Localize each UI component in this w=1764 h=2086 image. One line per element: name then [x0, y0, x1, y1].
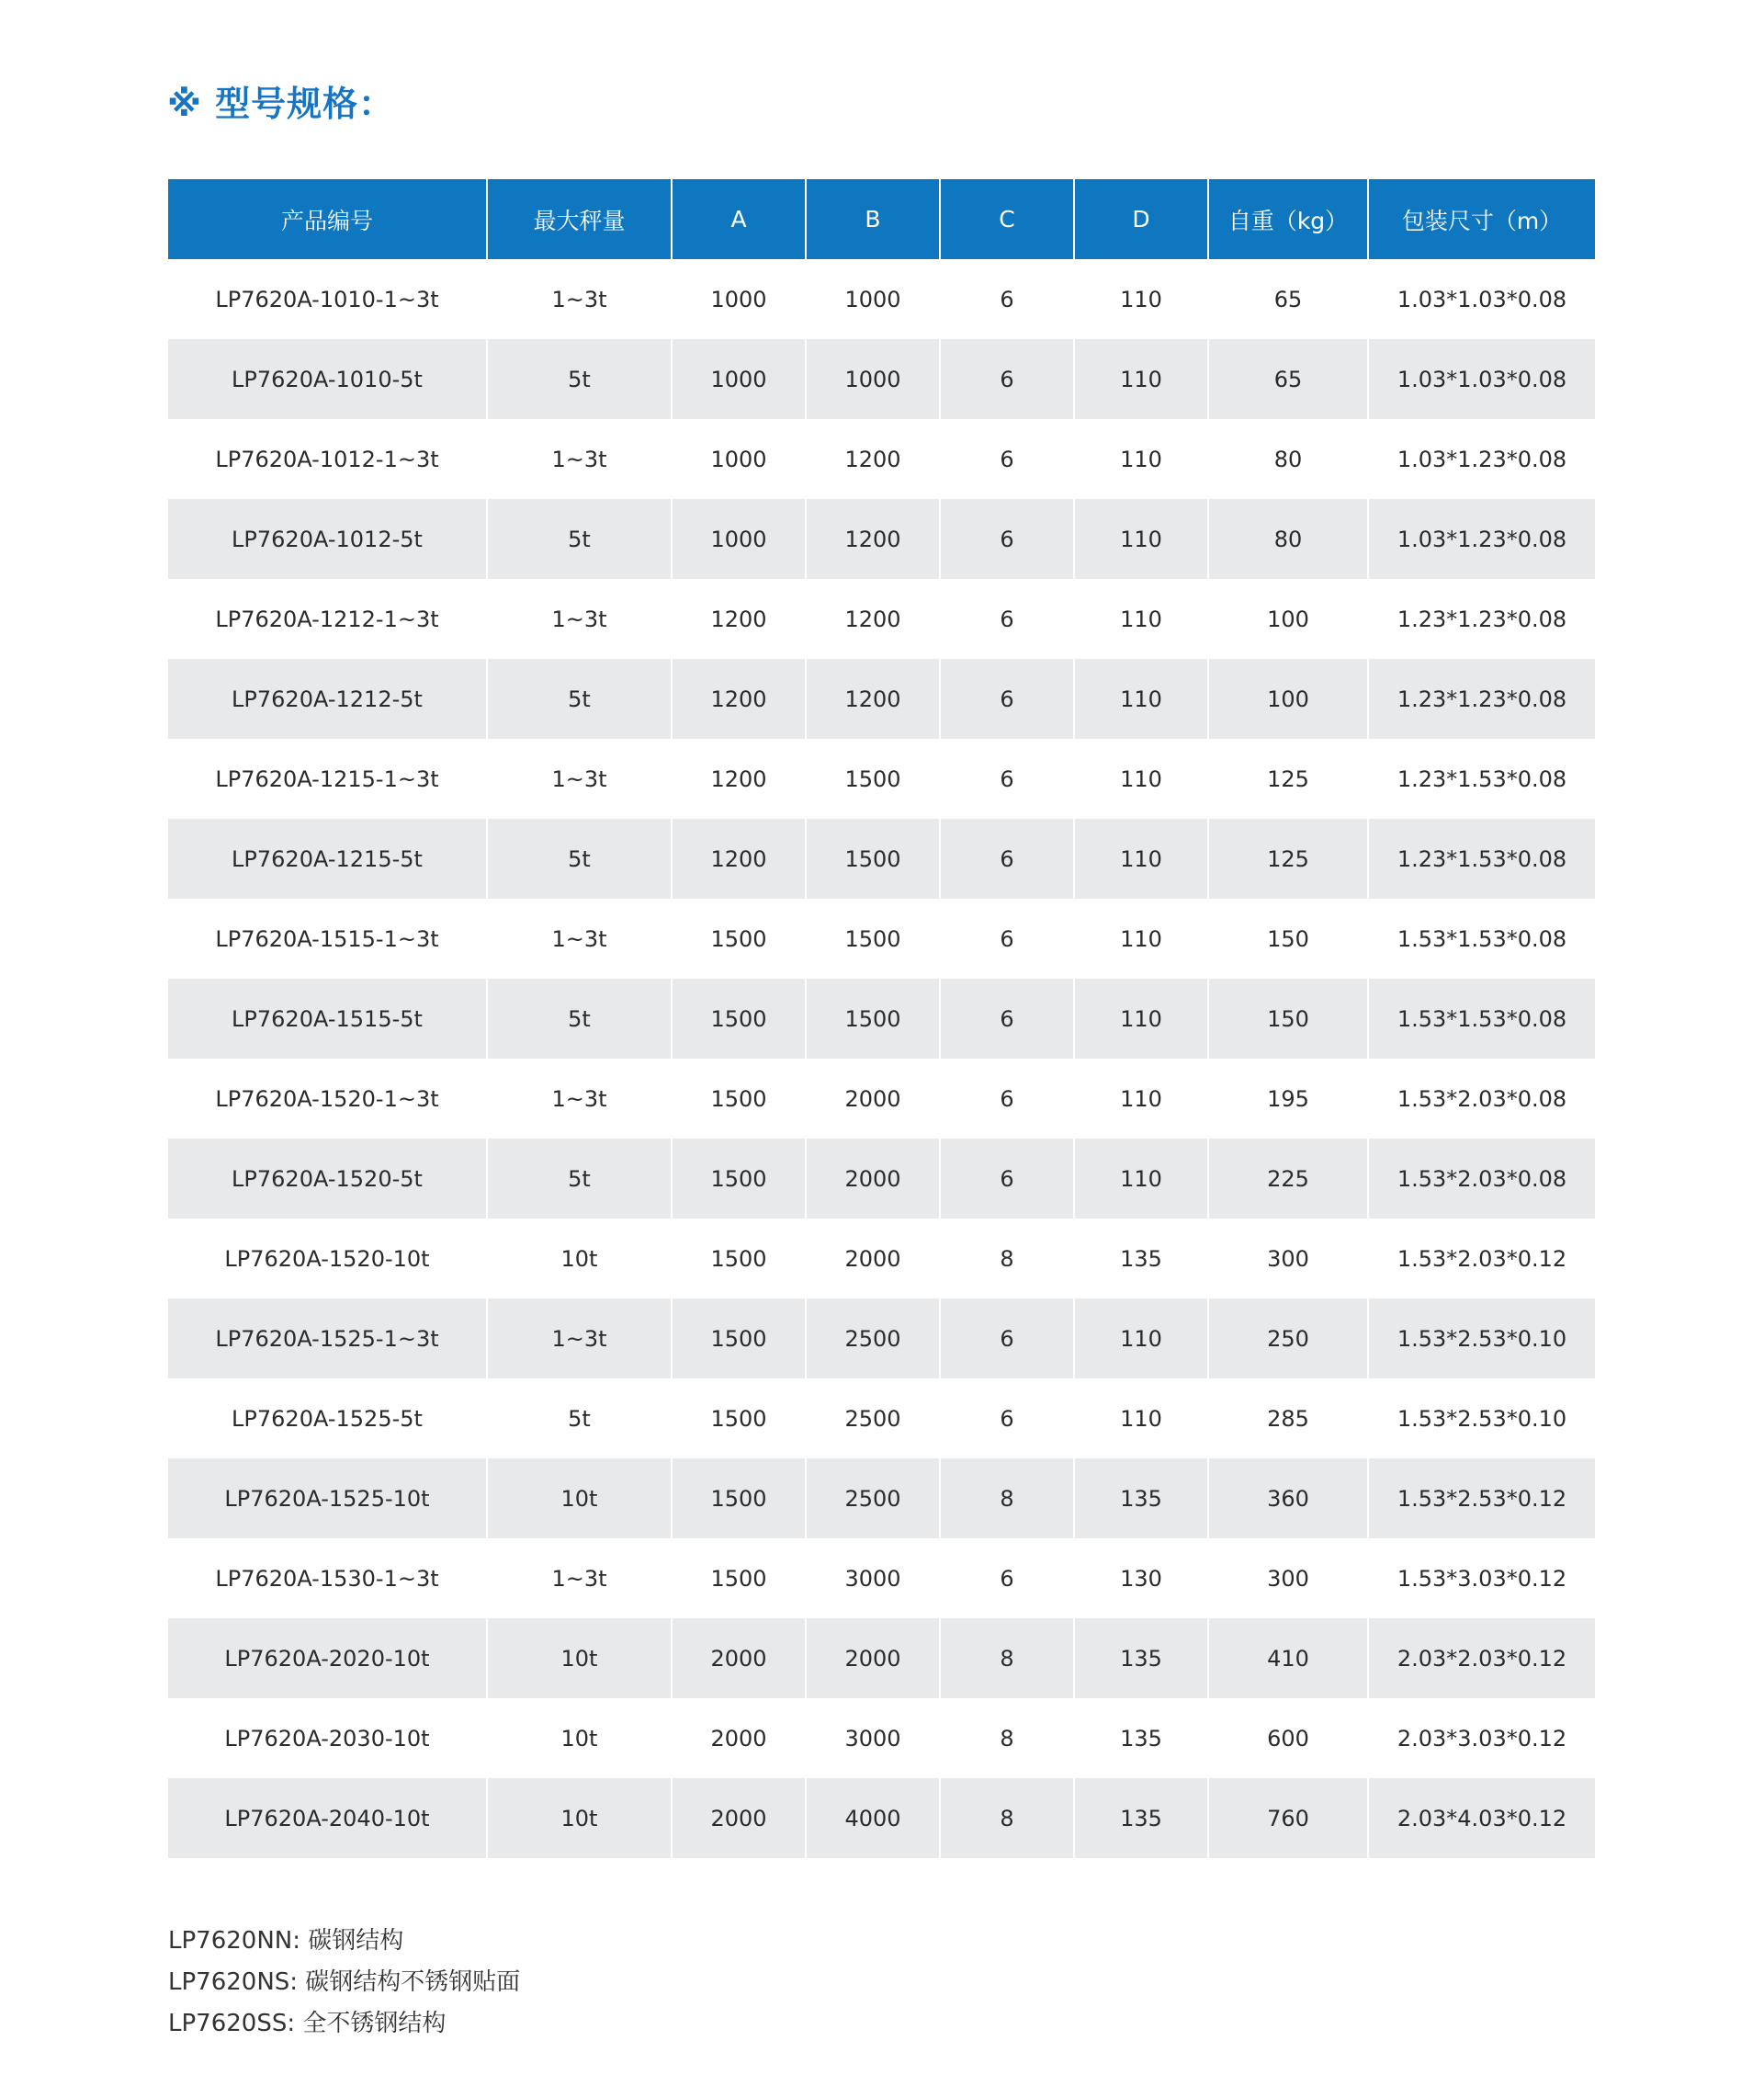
cell-package-size: 1.23*1.23*0.08 [1368, 579, 1595, 659]
cell-c: 8 [940, 1698, 1074, 1778]
cell-d: 110 [1074, 1298, 1208, 1378]
cell-max-capacity: 10t [487, 1698, 672, 1778]
cell-product-code: LP7620A-1010-1~3t [168, 259, 487, 339]
cell-a: 1000 [672, 259, 806, 339]
cell-b: 3000 [806, 1538, 940, 1618]
cell-weight: 150 [1208, 899, 1368, 979]
cell-package-size: 1.03*1.03*0.08 [1368, 339, 1595, 419]
cell-max-capacity: 1~3t [487, 1538, 672, 1618]
table-row [168, 1618, 1595, 1698]
cell-b: 2000 [806, 1059, 940, 1139]
cell-product-code: LP7620A-2020-10t [168, 1618, 487, 1698]
cell-d: 135 [1074, 1778, 1208, 1858]
table-row [168, 499, 1595, 579]
cell-b: 4000 [806, 1778, 940, 1858]
cell-d: 110 [1074, 339, 1208, 419]
cell-d: 135 [1074, 1698, 1208, 1778]
cell-weight: 410 [1208, 1618, 1368, 1698]
table-row [168, 1059, 1595, 1139]
cell-max-capacity: 10t [487, 1618, 672, 1698]
cell-b: 1000 [806, 259, 940, 339]
cell-weight: 360 [1208, 1458, 1368, 1538]
cell-weight: 225 [1208, 1139, 1368, 1219]
cell-a: 1000 [672, 499, 806, 579]
cell-product-code: LP7620A-1215-5t [168, 819, 487, 899]
cell-max-capacity: 5t [487, 819, 672, 899]
cell-d: 110 [1074, 659, 1208, 739]
header-c: C [940, 179, 1074, 259]
cell-weight: 100 [1208, 579, 1368, 659]
table-row [168, 1298, 1595, 1378]
cell-product-code: LP7620A-1525-5t [168, 1378, 487, 1458]
cell-max-capacity: 1~3t [487, 739, 672, 819]
cell-d: 110 [1074, 419, 1208, 499]
cell-a: 1500 [672, 1298, 806, 1378]
cell-c: 6 [940, 579, 1074, 659]
cell-package-size: 1.53*2.03*0.08 [1368, 1139, 1595, 1219]
cell-a: 1200 [672, 819, 806, 899]
cell-b: 2500 [806, 1378, 940, 1458]
header-weight: 自重（kg） [1208, 179, 1368, 259]
cell-a: 1000 [672, 419, 806, 499]
cell-b: 1200 [806, 499, 940, 579]
cell-c: 6 [940, 1538, 1074, 1618]
cell-weight: 65 [1208, 339, 1368, 419]
cell-c: 6 [940, 659, 1074, 739]
table-row [168, 579, 1595, 659]
note-line: LP7620SS: 全不锈钢结构 [168, 2010, 447, 2037]
cell-d: 130 [1074, 1538, 1208, 1618]
cell-package-size: 1.23*1.23*0.08 [1368, 659, 1595, 739]
cell-a: 1500 [672, 1538, 806, 1618]
cell-product-code: LP7620A-2030-10t [168, 1698, 487, 1778]
cell-package-size: 1.53*2.53*0.12 [1368, 1458, 1595, 1538]
header-d: D [1074, 179, 1208, 259]
cell-package-size: 1.53*3.03*0.12 [1368, 1538, 1595, 1618]
cell-b: 1500 [806, 819, 940, 899]
cell-weight: 150 [1208, 979, 1368, 1059]
cell-c: 8 [940, 1219, 1074, 1298]
cell-c: 6 [940, 819, 1074, 899]
cell-c: 6 [940, 419, 1074, 499]
cell-b: 1200 [806, 659, 940, 739]
cell-package-size: 1.53*2.03*0.12 [1368, 1219, 1595, 1298]
spec-table [168, 179, 1595, 1858]
cell-b: 1200 [806, 579, 940, 659]
cell-a: 1000 [672, 339, 806, 419]
cell-product-code: LP7620A-2040-10t [168, 1778, 487, 1858]
cell-a: 2000 [672, 1618, 806, 1698]
cell-a: 1200 [672, 579, 806, 659]
table-row [168, 1378, 1595, 1458]
cell-a: 2000 [672, 1778, 806, 1858]
cell-max-capacity: 5t [487, 1378, 672, 1458]
cell-a: 1500 [672, 1139, 806, 1219]
cell-max-capacity: 5t [487, 979, 672, 1059]
cell-package-size: 1.03*1.23*0.08 [1368, 419, 1595, 499]
cell-b: 2000 [806, 1618, 940, 1698]
cell-weight: 285 [1208, 1378, 1368, 1458]
cell-b: 1200 [806, 419, 940, 499]
table-header-row [168, 179, 1595, 259]
cell-a: 1500 [672, 1378, 806, 1458]
cell-package-size: 1.53*2.53*0.10 [1368, 1298, 1595, 1378]
table-row [168, 739, 1595, 819]
cell-product-code: LP7620A-1520-5t [168, 1139, 487, 1219]
cell-product-code: LP7620A-1515-5t [168, 979, 487, 1059]
cell-max-capacity: 1~3t [487, 259, 672, 339]
cell-c: 8 [940, 1778, 1074, 1858]
header-b: B [806, 179, 940, 259]
table-row [168, 1458, 1595, 1538]
cell-a: 1500 [672, 1219, 806, 1298]
cell-product-code: LP7620A-1012-1~3t [168, 419, 487, 499]
cell-max-capacity: 5t [487, 339, 672, 419]
cell-b: 2500 [806, 1298, 940, 1378]
cell-b: 3000 [806, 1698, 940, 1778]
cell-package-size: 1.03*1.23*0.08 [1368, 499, 1595, 579]
cell-package-size: 2.03*4.03*0.12 [1368, 1778, 1595, 1858]
cell-b: 1500 [806, 899, 940, 979]
table-row [168, 1219, 1595, 1298]
page-title: ※ 型号规格： [167, 84, 395, 124]
notes [168, 1921, 520, 2045]
table-body [168, 259, 1595, 1858]
cell-product-code: LP7620A-1525-1~3t [168, 1298, 487, 1378]
cell-a: 1500 [672, 1059, 806, 1139]
cell-d: 110 [1074, 1139, 1208, 1219]
cell-package-size: 1.23*1.53*0.08 [1368, 819, 1595, 899]
cell-c: 6 [940, 739, 1074, 819]
cell-weight: 760 [1208, 1778, 1368, 1858]
cell-d: 110 [1074, 499, 1208, 579]
cell-c: 8 [940, 1458, 1074, 1538]
cell-product-code: LP7620A-1212-1~3t [168, 579, 487, 659]
cell-weight: 300 [1208, 1219, 1368, 1298]
cell-weight: 300 [1208, 1538, 1368, 1618]
cell-max-capacity: 5t [487, 659, 672, 739]
cell-weight: 80 [1208, 419, 1368, 499]
cell-max-capacity: 5t [487, 1139, 672, 1219]
cell-max-capacity: 1~3t [487, 579, 672, 659]
cell-max-capacity: 5t [487, 499, 672, 579]
cell-b: 1500 [806, 979, 940, 1059]
cell-weight: 195 [1208, 1059, 1368, 1139]
note-line: LP7620NS: 碳钢结构不锈钢贴面 [168, 1968, 521, 1996]
cell-c: 6 [940, 1298, 1074, 1378]
cell-d: 135 [1074, 1618, 1208, 1698]
cell-package-size: 1.53*1.53*0.08 [1368, 899, 1595, 979]
cell-weight: 125 [1208, 819, 1368, 899]
table-row [168, 899, 1595, 979]
header-product-code: 产品编号 [168, 179, 487, 259]
table-row [168, 339, 1595, 419]
cell-b: 2500 [806, 1458, 940, 1538]
table-row [168, 659, 1595, 739]
header-a: A [672, 179, 806, 259]
cell-product-code: LP7620A-1515-1~3t [168, 899, 487, 979]
cell-d: 110 [1074, 979, 1208, 1059]
cell-weight: 125 [1208, 739, 1368, 819]
cell-a: 1200 [672, 659, 806, 739]
cell-d: 135 [1074, 1219, 1208, 1298]
table-row [168, 1139, 1595, 1219]
cell-weight: 65 [1208, 259, 1368, 339]
cell-c: 6 [940, 1139, 1074, 1219]
cell-d: 110 [1074, 259, 1208, 339]
cell-max-capacity: 10t [487, 1778, 672, 1858]
cell-weight: 250 [1208, 1298, 1368, 1378]
cell-product-code: LP7620A-1012-5t [168, 499, 487, 579]
cell-max-capacity: 10t [487, 1458, 672, 1538]
cell-max-capacity: 1~3t [487, 1298, 672, 1378]
cell-product-code: LP7620A-1520-10t [168, 1219, 487, 1298]
table-row [168, 819, 1595, 899]
cell-a: 1500 [672, 899, 806, 979]
cell-max-capacity: 1~3t [487, 419, 672, 499]
cell-a: 1200 [672, 739, 806, 819]
cell-c: 6 [940, 1059, 1074, 1139]
cell-b: 2000 [806, 1139, 940, 1219]
cell-c: 6 [940, 499, 1074, 579]
table-row [168, 979, 1595, 1059]
cell-a: 1500 [672, 1458, 806, 1538]
cell-package-size: 1.53*2.53*0.10 [1368, 1378, 1595, 1458]
cell-a: 1500 [672, 979, 806, 1059]
cell-c: 6 [940, 979, 1074, 1059]
cell-c: 6 [940, 339, 1074, 419]
cell-package-size: 1.03*1.03*0.08 [1368, 259, 1595, 339]
cell-b: 2000 [806, 1219, 940, 1298]
cell-package-size: 1.23*1.53*0.08 [1368, 739, 1595, 819]
cell-d: 110 [1074, 579, 1208, 659]
cell-b: 1500 [806, 739, 940, 819]
cell-package-size: 2.03*2.03*0.12 [1368, 1618, 1595, 1698]
cell-product-code: LP7620A-1212-5t [168, 659, 487, 739]
table-row [168, 259, 1595, 339]
cell-d: 110 [1074, 819, 1208, 899]
table-row [168, 419, 1595, 499]
cell-a: 2000 [672, 1698, 806, 1778]
table-row [168, 1538, 1595, 1618]
cell-weight: 100 [1208, 659, 1368, 739]
cell-c: 8 [940, 1618, 1074, 1698]
cell-d: 135 [1074, 1458, 1208, 1538]
cell-product-code: LP7620A-1530-1~3t [168, 1538, 487, 1618]
cell-d: 110 [1074, 1378, 1208, 1458]
table-row [168, 1778, 1595, 1858]
cell-package-size: 1.53*2.03*0.08 [1368, 1059, 1595, 1139]
cell-c: 6 [940, 1378, 1074, 1458]
note-line: LP7620NN: 碳钢结构 [168, 1927, 404, 1955]
cell-d: 110 [1074, 899, 1208, 979]
header-max-capacity: 最大秤量 [487, 179, 672, 259]
cell-max-capacity: 10t [487, 1219, 672, 1298]
cell-d: 110 [1074, 1059, 1208, 1139]
cell-weight: 600 [1208, 1698, 1368, 1778]
cell-max-capacity: 1~3t [487, 1059, 672, 1139]
cell-weight: 80 [1208, 499, 1368, 579]
table-row [168, 1698, 1595, 1778]
cell-b: 1000 [806, 339, 940, 419]
cell-c: 6 [940, 259, 1074, 339]
cell-d: 110 [1074, 739, 1208, 819]
cell-product-code: LP7620A-1215-1~3t [168, 739, 487, 819]
cell-product-code: LP7620A-1010-5t [168, 339, 487, 419]
cell-product-code: LP7620A-1520-1~3t [168, 1059, 487, 1139]
cell-package-size: 1.53*1.53*0.08 [1368, 979, 1595, 1059]
cell-package-size: 2.03*3.03*0.12 [1368, 1698, 1595, 1778]
cell-max-capacity: 1~3t [487, 899, 672, 979]
cell-product-code: LP7620A-1525-10t [168, 1458, 487, 1538]
header-package-size: 包装尺寸（m） [1368, 179, 1595, 259]
cell-c: 6 [940, 899, 1074, 979]
